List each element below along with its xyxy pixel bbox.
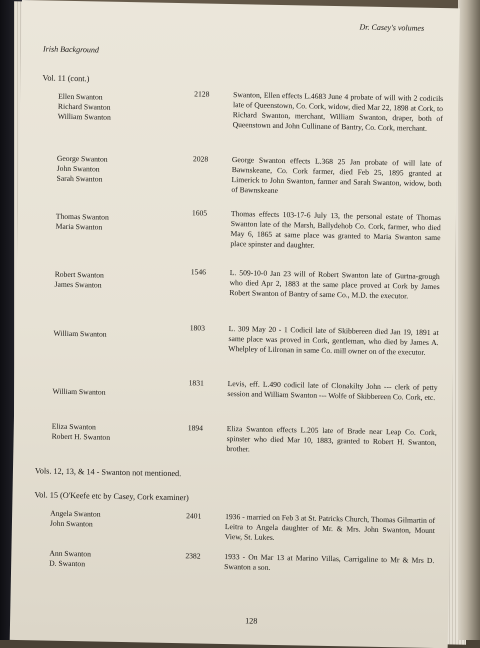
entry-number: 1546	[190, 267, 207, 277]
entry-number: 1831	[188, 378, 204, 388]
entry-description: L. 509-10-0 Jan 23 will of Robert Swanton late of Gurtna-grough who died Apr 2, 1883 at the same place proved at Cork by James Robert Swanton of Bantry of same Co., M.D. the executor.	[229, 268, 440, 301]
page-number: 128	[245, 616, 258, 626]
book-page	[10, 0, 460, 648]
entry-name: James Swanton	[54, 279, 102, 290]
section-heading-vols-12-14: Vols. 12, 13, & 14 - Swanton not mentioned.	[34, 466, 182, 479]
entry-names	[54, 329, 164, 341]
entry-number: 1803	[189, 323, 206, 333]
entry-names	[58, 92, 169, 124]
running-header-left: Irish Background	[42, 44, 100, 55]
entry-number: 1605	[191, 208, 208, 218]
running-header-right: Dr. Casey's volumes	[359, 22, 425, 33]
list-item	[13, 420, 452, 468]
entry-names	[49, 549, 159, 571]
section-heading-vol-11: Vol. 11 (cont.)	[42, 73, 90, 84]
entry-number: 2128	[194, 89, 210, 99]
page-fore-edge	[458, 0, 480, 640]
entry-name: Richard Swanton	[57, 101, 111, 112]
entry-name: D. Swanton	[49, 558, 86, 569]
entry-description: 1933 - On Mar 13 at Marino Villas, Carrigaline to Mr & Mrs D. Swanton a son.	[224, 551, 435, 572]
entry-number: 2028	[192, 154, 209, 164]
entry-name: Robert H. Swanton	[51, 431, 111, 442]
entry-names	[56, 154, 167, 186]
entry-names	[54, 270, 164, 292]
entry-name: John Swanton	[56, 163, 100, 174]
list-item	[17, 208, 456, 266]
list-item	[19, 86, 458, 154]
entry-name: Eliza Swanton	[51, 421, 96, 432]
entry-description: Eliza Swanton effects L.205 late of Brade near Leap Co. Cork, spinster who died Mar 10, 1883, granted to Robert H. Swanton, brother.	[226, 424, 437, 454]
entry-description: Levis, eff. L.490 codicil late of Clonakilty John --- clerk of petty session and William Swanton --- Wolfe of Skibbereen Co. Cork, etc.	[227, 379, 438, 403]
entry-name: Angela Swanton	[50, 508, 101, 519]
entry-name: George Swanton	[56, 153, 108, 164]
entry-name: Thomas Swanton	[55, 211, 109, 222]
list-item	[15, 320, 454, 378]
entry-name: William Swanton	[57, 111, 111, 122]
entry-name: Sarah Swanton	[56, 173, 103, 184]
entry-name: John Swanton	[49, 518, 93, 529]
entry-names	[50, 509, 160, 531]
entry-name: Ellen Swanton	[58, 91, 103, 102]
entry-description: 1936 - married on Feb 3 at St. Patricks Church, Thomas Gilmartin of Leitra to Angela daughter of Mr. & Mrs. John Swanton, Mount View, St. Lukes.	[224, 511, 436, 542]
entry-name: Robert Swanton	[54, 269, 104, 280]
entry-names	[52, 422, 162, 444]
entry-number: 2401	[186, 511, 202, 521]
entry-name: Ann Swanton	[49, 548, 92, 559]
entry-number: 2382	[185, 551, 201, 561]
entry-description: L. 309 May 20 - 1 Codicil late of Skibbereen died Jan 19, 1891 at same place was proved in Cork, gentleman, who died by James A. Whelpley of Lilronan in same Co. mill owner on of the executor.	[228, 324, 439, 357]
entry-description: Thomas effects 103-17-6 July 13, the personal estate of Thomas Swanton late of the Marsh, Ballydehob Co. Cork, farmer, who died May 6, 1865 at same place was granted to Maria Swanton same place spinster and daughter.	[230, 209, 441, 250]
list-item	[14, 375, 453, 423]
entry-names	[52, 387, 162, 399]
entry-name: Maria Swanton	[55, 221, 103, 232]
entry-description: Swanton, Ellen effects L.4683 June 4 probate of will with 2 codicils late of Queenstown, Co. Cork, widow, died Mar 22, 1898 at Cork, to Richard Swanton, merchant, William Swanton, draper, both of Queenstown and John Cullinane of Bantry, Co. Cork, merchant.	[232, 90, 444, 133]
section-heading-vol-15: Vol. 15 (O'Keefe etc by Casey, Cork examiner)	[34, 490, 189, 503]
entry-name: William Swanton	[53, 328, 107, 339]
list-item	[18, 153, 457, 211]
list-item	[16, 264, 455, 322]
entry-names	[56, 212, 166, 234]
entry-description: George Swanton effects L.368 25 Jan probate of will late of Bawnskeane, Co. Cork farmer, died Feb 25, 1895 granted at Limerick to John Swanton, farmer and Sarah Swanton, widow, both of Bawnskeane	[231, 155, 443, 195]
entry-name: William Swanton	[52, 386, 106, 397]
entry-number: 1894	[187, 423, 204, 433]
